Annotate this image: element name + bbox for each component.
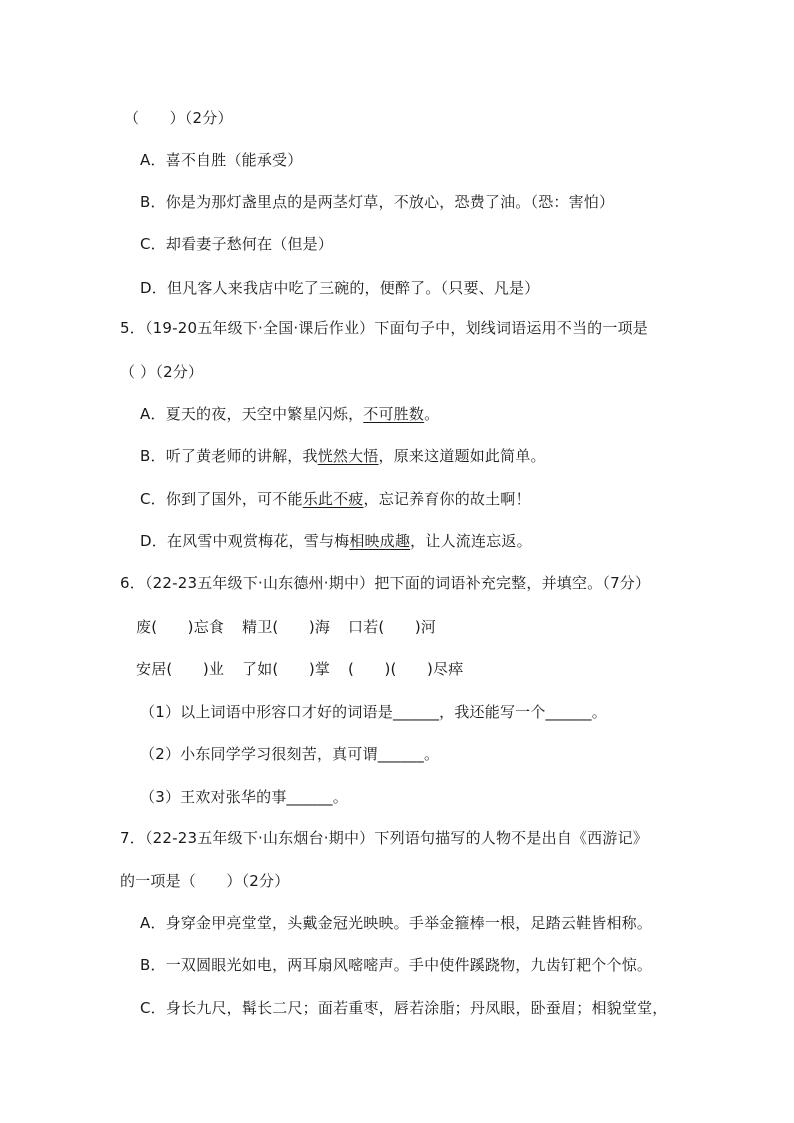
q7-option-a: A．身穿金甲亮堂堂，头戴金冠光映映。手举金箍棒一根，足踏云鞋皆相称。 — [140, 914, 653, 932]
q6-word-row-2 — [136, 659, 463, 679]
q5-option-b — [140, 446, 546, 466]
q4-option-c: C．却看妻子愁何在（但是） — [140, 235, 334, 253]
q6-word: ( )( )尽瘁 — [348, 660, 464, 678]
q4-option-d: D．但凡客人来我店中吃了三碗的，便醉了。（只要、凡是） — [140, 279, 540, 297]
q5-d-text: D．在风雪中观赏梅花，雪与梅 — [140, 532, 350, 550]
q7-stem-line2: 的一项是（ ）（2分） — [120, 872, 290, 890]
q5-c-underlined: 乐此不疲 — [302, 490, 364, 508]
q7-stem-line1: 7．（22-23五年级下·山东烟台·期中）下列语句描写的人物不是出自《西游记》 — [120, 829, 648, 847]
q5-stem-line1: 5．（19-20五年级下·全国·课后作业）下面句子中，划线词语运用不当的一项是 — [120, 319, 648, 337]
q5-c-end: ，忘记养育你的故土啊！ — [363, 490, 531, 508]
q6-stem: 6．（22-23五年级下·山东德州·期中）把下面的词语补充完整，并填空。（7分） — [120, 574, 651, 592]
q6-word: 废( )忘食 — [136, 618, 225, 636]
q5-a-end: 。 — [424, 405, 440, 423]
q5-c-text: C．你到了国外，可不能 — [140, 490, 303, 508]
q6-word: 安居( )业 — [136, 660, 225, 678]
q5-a-text: A．夏天的夜，天空中繁星闪烁， — [140, 405, 364, 423]
q5-b-underlined: 恍然大悟 — [317, 447, 379, 465]
q5-option-d — [140, 531, 532, 551]
q4-option-b: B．你是为那灯盏里点的是两茎灯草，不放心，恐费了油。（恐：害怕） — [140, 193, 615, 211]
q6-word: 了如( )掌 — [242, 660, 331, 678]
q7-option-c: C．身长九尺，髯长二尺；面若重枣，唇若涂脂；丹凤眼，卧蚕眉；相貌堂堂， — [140, 999, 668, 1017]
q6-word-row-1 — [136, 617, 436, 637]
q5-b-end: ，原来这道题如此简单。 — [378, 447, 546, 465]
q6-sub-3: （3）王欢对张华的事______。 — [140, 788, 348, 806]
q6-sub-1: （1）以上词语中形容口才好的词语是______，我还能写一个______。 — [140, 703, 607, 721]
q5-a-underlined: 不可胜数 — [363, 405, 425, 423]
q5-option-c — [140, 489, 531, 509]
q5-stem-line2: （ ）（2分） — [120, 363, 204, 381]
q5-d-underlined: 相映成趣 — [349, 532, 411, 550]
q6-word: 精卫( )海 — [242, 618, 331, 636]
q4-option-a: A．喜不自胜（能承受） — [140, 151, 303, 169]
q6-sub-2: （2）小东同学学习很刻苦，真可谓______。 — [140, 745, 440, 763]
q5-b-text: B．听了黄老师的讲解，我 — [140, 447, 318, 465]
q5-option-a — [140, 404, 439, 424]
q5-d-end: ，让人流连忘返。 — [410, 532, 532, 550]
q6-word: 口若( )河 — [348, 618, 437, 636]
q4-continuation: （ ）（2分） — [124, 109, 233, 127]
q7-option-b: B．一双圆眼光如电，两耳扇风嘧嘧声。手中使件蹊跷物，九齿钉耙个个惊。 — [140, 956, 653, 974]
